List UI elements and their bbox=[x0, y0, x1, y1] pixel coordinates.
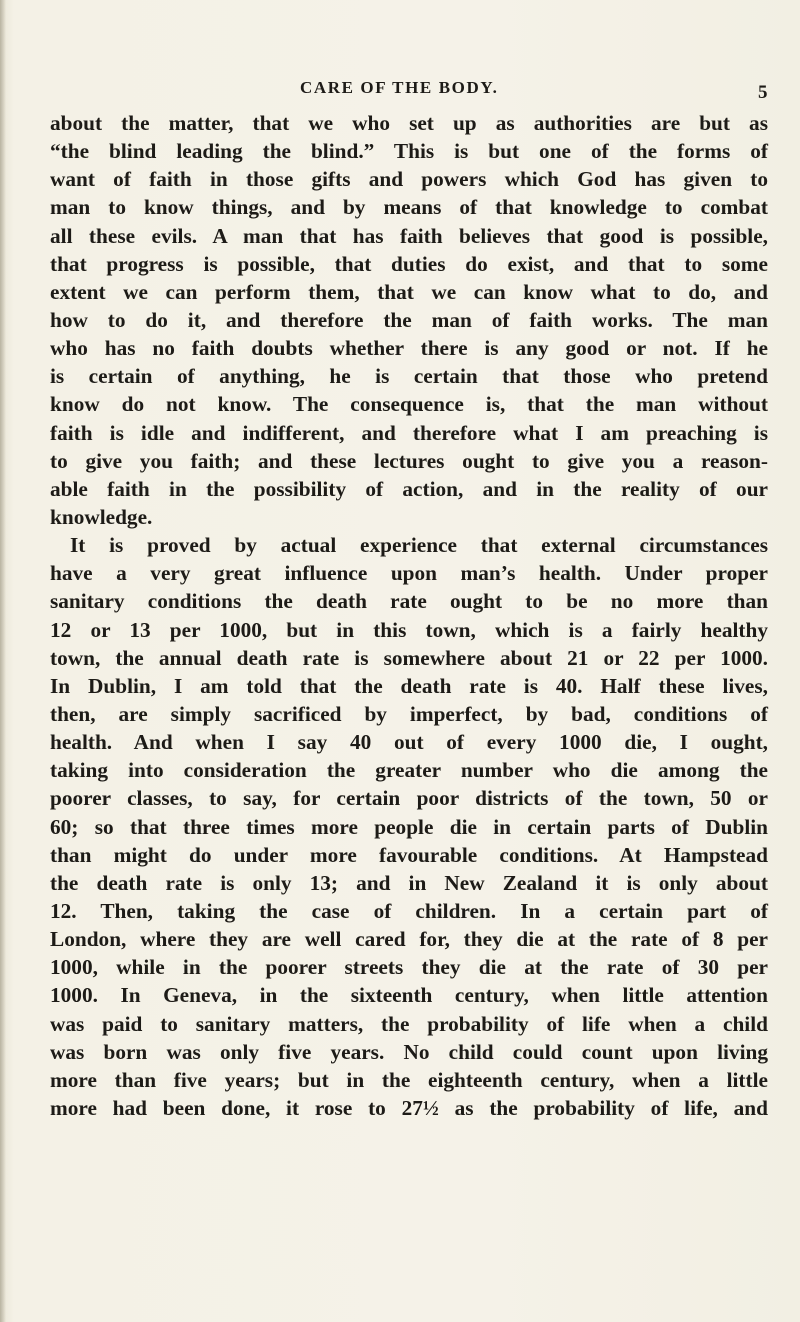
text-line: 12 or 13 per 1000, but in this town, which is a fairly healthy bbox=[50, 617, 768, 642]
text-line: more had been done, it rose to 27½ as the probability of life, and bbox=[50, 1095, 768, 1120]
text-line: then, are simply sacrificed by imperfect, by bad, conditions of bbox=[50, 701, 768, 726]
text-line: want of faith in those gifts and powers which God has given to bbox=[50, 167, 768, 192]
body-text bbox=[50, 109, 768, 1122]
text-line: have a very great influence upon man’s health. Under proper bbox=[50, 561, 768, 586]
text-line: how to do it, and therefore the man of faith works. The man bbox=[50, 307, 768, 332]
text-line: health. And when I say 40 out of every 1000 die, I ought, bbox=[50, 730, 768, 755]
text-line: In Dublin, I am told that the death rate is 40. Half these lives, bbox=[50, 673, 768, 698]
text-line: knowledge. bbox=[50, 504, 153, 529]
text-line: extent we can perform them, that we can know what to do, and bbox=[50, 279, 768, 304]
page-gutter-shadow bbox=[0, 0, 6, 1322]
text-line: was paid to sanitary matters, the probability of life when a child bbox=[50, 1011, 768, 1036]
text-line: who has no faith doubts whether there is any good or not. If he bbox=[50, 336, 768, 361]
text-line: faith is idle and indifferent, and therefore what I am preaching is bbox=[50, 420, 768, 445]
text-line: the death rate is only 13; and in New Zealand it is only about bbox=[50, 870, 768, 895]
text-line: London, where they are well cared for, they die at the rate of 8 per bbox=[50, 927, 768, 952]
text-line: 1000, while in the poorer streets they die at the rate of 30 per bbox=[50, 955, 768, 980]
text-line: able faith in the possibility of action, and in the reality of our bbox=[50, 476, 768, 501]
running-title: CARE OF THE BODY. bbox=[300, 78, 499, 97]
text-line: that progress is possible, that duties do exist, and that to some bbox=[50, 251, 768, 276]
running-head bbox=[0, 78, 800, 108]
page-number: 5 bbox=[758, 82, 768, 103]
text-line: know do not know. The consequence is, that the man without bbox=[50, 392, 768, 417]
text-line: “the blind leading the blind.” This is but one of the forms of bbox=[50, 139, 768, 164]
text-line: 12. Then, taking the case of children. In a certain part of bbox=[50, 898, 768, 923]
text-line: town, the annual death rate is somewhere about 21 or 22 per 1000. bbox=[50, 645, 768, 670]
text-line: about the matter, that we who set up as authorities are but as bbox=[50, 111, 768, 135]
text-line: sanitary conditions the death rate ought to be no more than bbox=[50, 589, 768, 614]
text-line: than might do under more favourable conditions. At Hampstead bbox=[50, 842, 768, 867]
text-line: It is proved by actual experience that external circumstances bbox=[70, 533, 768, 558]
text-line: all these evils. A man that has faith believes that good is possible, bbox=[50, 223, 768, 248]
text-line: poorer classes, to say, for certain poor districts of the town, 50 or bbox=[50, 786, 768, 811]
text-line: taking into consideration the greater number who die among the bbox=[50, 758, 768, 783]
text-line: to give you faith; and these lectures ought to give you a reason- bbox=[50, 448, 768, 473]
text-line: is certain of anything, he is certain that those who pretend bbox=[50, 364, 768, 389]
text-line: 60; so that three times more people die in certain parts of Dublin bbox=[50, 814, 768, 839]
text-line: more than five years; but in the eighteenth century, when a little bbox=[50, 1067, 768, 1092]
text-line: man to know things, and by means of that knowledge to combat bbox=[50, 195, 768, 220]
text-line: was born was only five years. No child could count upon living bbox=[50, 1039, 768, 1064]
text-line: 1000. In Geneva, in the sixteenth century, when little attention bbox=[50, 983, 768, 1008]
